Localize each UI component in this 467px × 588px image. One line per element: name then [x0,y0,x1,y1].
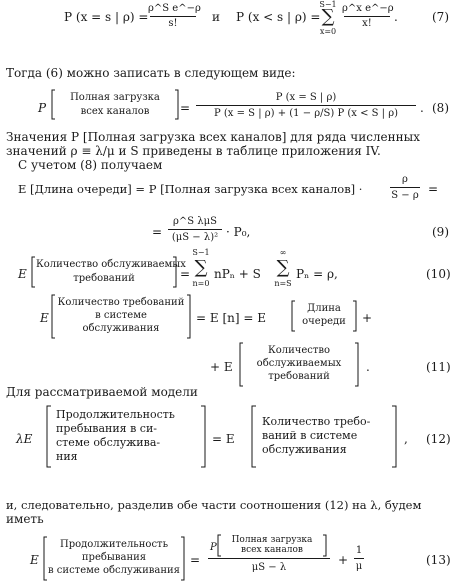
eq7-sum-lower: x=0 [319,27,337,36]
eq8-denominator: P (x = S | ρ) + (1 − ρ/S) P (x < S | ρ) [214,108,398,119]
eq11-left-bracket-3 [240,343,243,386]
eq11-bracket-line-2: в системе [95,310,147,321]
eq8-left-bracket [52,90,55,119]
eq12-bracket-2-line-1: Количество требо- [262,415,371,428]
eq13-num-bracket-line-2: всех каналов [241,545,303,555]
eq12-bracket-1-line-4: ния [56,450,78,463]
eq11-middle: = E [n] = E [196,311,266,325]
eq10-eq: = [180,267,191,281]
eq12-comma: , [404,432,408,446]
eq12-left-bracket-2 [252,406,256,467]
eq13-frac-den: μ [355,561,363,572]
eq7-lhs1: P (x = s | ρ) = [64,10,149,24]
eq7-den1: s! [168,18,178,29]
eq11-e: E [40,311,49,325]
paragraph-1: Тогда (6) можно записать в следующем виде: [6,66,296,80]
eq7-number: (7) [432,10,449,24]
eq10-term-2: Pₙ = ρ, [296,267,338,281]
eq8-right-bracket [175,90,178,119]
eq13-num-right-bracket [323,535,326,556]
eq9-eq-2: = [152,225,163,239]
eq13-num-left-bracket [218,535,221,556]
eq11-bracket-line-3: обслуживания [82,323,160,334]
eq7-lhs2: P (x < s | ρ) = [236,10,321,24]
eq8-number: (8) [432,101,449,115]
eq10-sum-2-sign: ∑ [276,257,290,278]
eq10-right-bracket [173,257,176,287]
eq13-num-bracket-line-1: Полная загрузка [231,535,313,545]
eq10-sum-1-sign: ∑ [194,257,208,278]
eq13-number: (13) [426,553,451,567]
eq13-denominator: μS − λ [251,562,287,573]
eq12-eq-e: = E [212,432,235,446]
eq12-right-bracket-2 [392,406,396,467]
eq8-numerator: P (x = S | ρ) [275,92,337,103]
eq10-left-bracket [32,257,35,287]
eq7-den2: x! [362,18,372,29]
eq13-bracket-line-2: пребывания [81,552,147,563]
eq11-right-bracket-1 [187,295,190,338]
eq7-and: и [212,10,220,24]
eq12-right-bracket-1 [201,406,205,467]
eq7-dot: . [394,10,398,24]
paragraph-4-line-1: и, следовательно, разделив обе части соотношения (12) на λ, будем [6,498,422,512]
eq10-sum-1-lower: n=0 [192,279,210,288]
eq13-num-p: P [210,542,217,553]
eq12-bracket-2-line-2: ваний в системе [262,429,358,442]
eq10-bracket-line-2: требований [73,273,135,284]
eq9-fraction-2-num: ρ^S λμS [173,216,217,227]
eq11-number: (11) [426,360,451,374]
eq9-fraction-1-num: ρ [402,174,408,185]
eq7-num1: ρ^S e^−ρ [148,3,201,14]
eq11-bracket-line-5: очереди [302,316,346,327]
eq11-left-bracket-1 [52,295,55,338]
eq8-p: P [38,101,47,115]
eq10-bracket-line-1: Количество обслуживаемых [36,259,186,270]
eq9-fraction-1-den: S − ρ [391,190,419,201]
eq12-bracket-1-line-2: пребывания в си- [56,422,158,435]
eq9-number: (9) [432,225,449,239]
eq7-sum-sign: ∑ [321,6,335,27]
eq11-right-bracket-2 [353,301,356,331]
eq12-bracket-1-line-1: Продолжительность [56,408,175,421]
eq13-bracket-line-1: Продолжительность [59,539,169,550]
eq12-bracket-1-line-3: стеме обслужива- [56,436,161,449]
eq12-lambda-e: λE [16,432,33,446]
paragraph-2-line-2: значений ρ ≡ λ/μ и S приведены в таблице приложения IV. [6,144,381,158]
eq13-left-bracket [44,537,47,580]
eq13-e: E [30,553,39,567]
eq11-bracket-line-1: Количество требований [57,297,185,308]
eq10-sum-1-upper: S−1 [192,248,210,257]
eq8-bracket-line-1: Полная загрузка [70,92,160,103]
eq10-number: (10) [426,267,451,281]
eq13-plus: + [338,553,349,567]
eq13-frac-num: 1 [355,545,363,556]
paragraph-2-line-1: Значения P [Полная загрузка всех каналов] для ряда численных [6,130,420,144]
eq9-tail: · P₀, [226,225,251,239]
eq8-eq: = [180,101,191,115]
eq9-identity-sign: = [428,182,439,196]
eq11-bracket-line-4: Длина [307,303,341,314]
eq11-bracket-line-7: обслуживаемых [256,358,342,369]
eq12-bracket-2-line-3: обслуживания [262,443,347,456]
eq9-line-1: E [Длина очереди] = P [Полная загрузка всех каналов] · [18,182,363,196]
eq11-bracket-line-6: Количество [267,345,331,356]
paragraph-4-line-2: иметь [6,512,44,526]
eq8-bracket-line-2: всех каналов [80,106,150,117]
eq7-sum-upper: S−1 [319,0,337,9]
eq11-plus-e: + E [210,360,233,374]
eq12-left-bracket-1 [47,406,51,467]
eq11-left-bracket-2 [292,301,295,331]
eq13-right-bracket [181,537,184,580]
eq10-e: E [18,267,27,281]
eq10-term-1: nPₙ + S [214,267,261,281]
eq13-eq: = [190,553,201,567]
eq8-dot: . [420,101,424,115]
paragraph-2-line-3: С учетом (8) получаем [18,158,163,172]
eq12-number: (12) [426,432,451,446]
eq10-sum-2-lower: n=S [274,279,292,288]
eq11-bracket-line-8: требований [268,371,330,382]
paragraph-3: Для рассматриваемой модели [6,385,198,399]
eq10-sum-2-upper: ∞ [279,248,287,257]
eq7-num2: ρ^x e^−ρ [342,3,394,14]
eq9-fraction-2-den: (μS − λ)² [171,232,219,243]
eq13-bracket-line-3: в системе обслуживания [48,565,180,576]
eq11-right-bracket-3 [355,343,358,386]
eq11-plus: + [362,311,373,325]
eq11-dot: . [366,360,370,374]
